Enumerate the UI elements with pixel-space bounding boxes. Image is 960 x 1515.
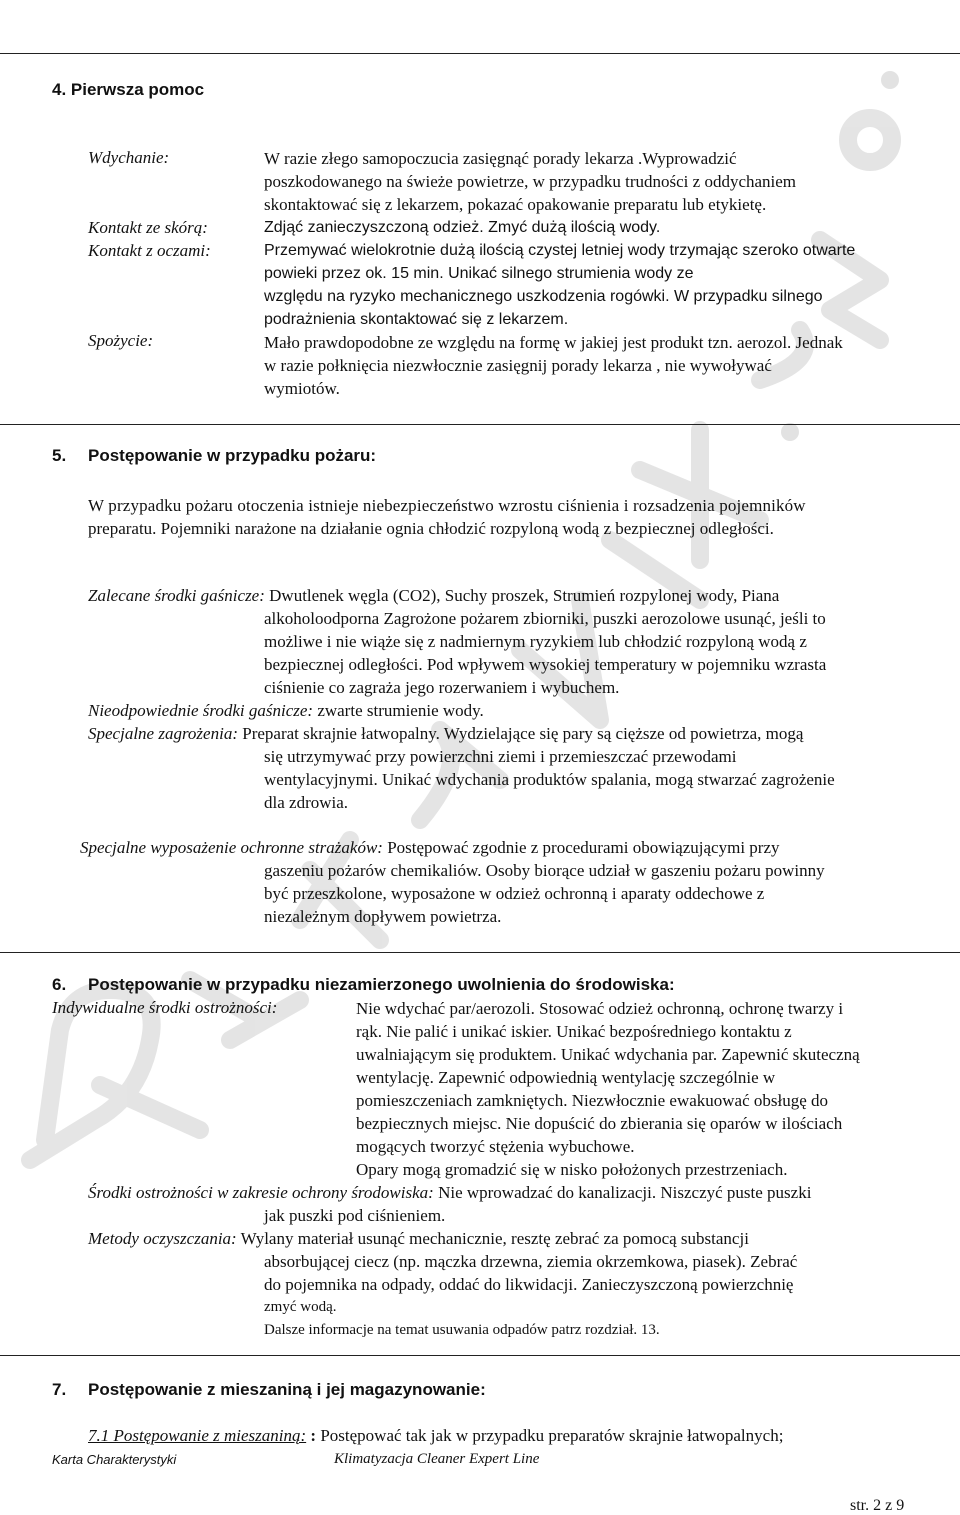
section-6-title: Postępowanie w przypadku niezamierzonego uwolnienia do środowiska:	[88, 975, 675, 994]
personal-precautions-line: pomieszczeniach zamkniętych. Niezwłocznie ewakuować obsługę do	[356, 1091, 829, 1110]
handling-subsection-colon: :	[306, 1426, 321, 1445]
cleanup-methods-label: Metody oczyszczania:	[88, 1229, 237, 1248]
cleanup-methods-line: Wylany materiał usunąć mechanicznie, resztę zebrać za pomocą substancji	[240, 1229, 749, 1248]
top-rule	[0, 53, 960, 54]
environmental-precautions-line: jak puszki pod ciśnieniem.	[264, 1206, 446, 1225]
extinguishing-agents-line: możliwe i nie wiąże się z nadmiernym ryzykiem lub chłodzić rozpyloną wodą z	[264, 632, 807, 651]
first-aid-line: wymiotów.	[264, 379, 340, 398]
extinguishing-agents-line: alkoholoodporna Zagrożone pożarem zbiorniki, puszki aerozolowe usunąć, jeśli to	[264, 609, 826, 628]
environmental-precautions-line: Nie wprowadzać do kanalizacji. Niszczyć puste puszki	[438, 1183, 812, 1202]
section-6-number: 6.	[52, 975, 67, 994]
first-aid-text	[264, 147, 855, 400]
special-hazards	[88, 722, 803, 745]
personal-precautions-line: Opary mogą gromadzić się w nisko położonych przestrzeniach.	[356, 1160, 788, 1179]
special-hazards-line: się utrzymywać przy powierzchni ziemi i przemieszczać przewodami	[264, 747, 737, 766]
first-aid-line: podrażnienia skontaktować się z lekarzem.	[264, 311, 569, 328]
handling-subsection	[88, 1424, 783, 1447]
label-inhalation: Wdychanie:	[88, 148, 170, 167]
environmental-precautions-continued	[264, 1204, 445, 1227]
firefighter-equipment-line: niezależnym dopływem powietrza.	[264, 907, 502, 926]
extinguishing-agents-line: Dwutlenek węgla (CO2), Suchy proszek, Strumień rozpylonej wody, Piana	[269, 586, 780, 605]
special-hazards-label: Specjalne zagrożenia:	[88, 724, 238, 743]
firefighter-equipment	[80, 836, 780, 859]
extinguishing-agents-continued	[264, 607, 826, 699]
fire-intro-line: preparatu. Pojemniki narażone na działanie ognia chłodzić rozpyloną wodą z bezpiecznej odległości.	[88, 519, 774, 538]
cleanup-methods	[88, 1227, 749, 1250]
cleanup-methods-line: absorbującej ciecz (np. mączka drzewna, ziemia okrzemkowa, piasek). Zebrać	[264, 1252, 798, 1271]
personal-precautions-line: uwalniającym się produktem. Unikać wdychania par. Zapewnić skuteczną	[356, 1045, 860, 1064]
fire-intro-line: W przypadku pożaru otoczenia istnieje niebezpieczeństwo wzrostu ciśnienia i rozsadzenia pojemników	[88, 496, 806, 515]
first-aid-line: Mało prawdopodobne ze względu na formę w jakiej jest produkt tzn. aerozol. Jednak	[264, 333, 843, 352]
section-5-heading	[52, 446, 376, 466]
cleanup-methods-line: do pojemnika na odpady, oddać do likwidacji. Zanieczyszczoną powierzchnię	[264, 1275, 794, 1294]
page-number: str. 2 z 9	[850, 1497, 905, 1514]
personal-precautions-line: mogących tworzyć stężenia wybuchowe.	[356, 1137, 635, 1156]
first-aid-line: względu na ryzyko mechanicznego uszkodzenia rogówki. W przypadku silnego	[264, 288, 823, 305]
firefighter-equipment-line: Postępować zgodnie z procedurami obowiązującymi przy	[387, 838, 780, 857]
handling-subsection-label: 7.1 Postępowanie z mieszaniną:	[88, 1426, 307, 1445]
firefighter-equipment-continued	[264, 859, 825, 928]
footer-product-name: Klimatyzacja Cleaner Expert Line	[334, 1451, 540, 1467]
special-hazards-line: Preparat skrajnie łatwopalny. Wydzielające się pary są cięższe od powietrza, mogą	[242, 724, 804, 743]
unsuitable-agents-text: zwarte strumienie wody.	[317, 701, 484, 720]
extinguishing-agents-line: ciśnienie co zagraża jego rozerwaniem i wybuchem.	[264, 678, 620, 697]
section-6-heading	[52, 975, 675, 995]
personal-precautions-line: Nie wdychać par/aerozoli. Stosować odzież ochronną, ochronę twarzy i	[356, 999, 844, 1018]
label-eyes: Kontakt z oczami:	[88, 241, 211, 260]
unsuitable-agents	[88, 699, 484, 722]
unsuitable-agents-label: Nieodpowiednie środki gaśnicze:	[88, 701, 314, 720]
extinguishing-agents	[88, 584, 779, 607]
first-aid-line: Przemywać wielokrotnie dużą ilością czystej letniej wody trzymając szeroko otwarte	[264, 242, 856, 259]
special-hazards-line: wentylacyjnymi. Unikać wdychania produktów spalania, mogą stwarzać zagrożenie	[264, 770, 835, 789]
cleanup-methods-continued	[264, 1250, 797, 1342]
handling-subsection-text: Postępować tak jak w przypadku preparatów skrajnie łatwopalnych;	[320, 1426, 784, 1445]
first-aid-line: poszkodowanego na świeże powietrze, w przypadku trudności z oddychaniem	[264, 172, 797, 191]
section-7-title: Postępowanie z mieszaniną i jej magazynowanie:	[88, 1380, 486, 1399]
label-ingestion: Spożycie:	[88, 331, 154, 350]
personal-precautions	[356, 997, 860, 1181]
fire-intro	[88, 494, 806, 540]
firefighter-equipment-label: Specjalne wyposażenie ochronne strażaków:	[80, 838, 383, 857]
first-aid-line: W razie złego samopoczucia zasięgnąć porady lekarza .Wyprowadzić	[264, 149, 737, 168]
firefighter-equipment-line: być przeszkolone, wyposażone w odzież ochronną i aparaty oddechowe z	[264, 884, 765, 903]
environmental-precautions-label: Środki ostrożności w zakresie ochrony środowiska:	[88, 1183, 434, 1202]
divider	[0, 952, 960, 953]
personal-precautions-line: bezpiecznych miejsc. Nie dopuścić do zbierania się oparów w ilościach	[356, 1114, 843, 1133]
first-aid-line: skontaktować się z lekarzem, pokazać opakowanie preparatu lub etykietę.	[264, 195, 767, 214]
divider	[0, 1355, 960, 1356]
personal-precautions-line: wentylację. Zapewnić odpowiednią wentylację szczególnie w	[356, 1068, 776, 1087]
label-skin: Kontakt ze skórą:	[88, 218, 208, 237]
first-aid-line: w razie połknięcia niezwłocznie zasięgnij porady lekarza , nie wywoływać	[264, 356, 772, 375]
section-7-number: 7.	[52, 1380, 67, 1399]
extinguishing-agents-label: Zalecane środki gaśnicze:	[88, 586, 265, 605]
first-aid-line: powieki przez ok. 15 min. Unikać silnego strumienia wody ze	[264, 265, 694, 282]
section-4-heading	[52, 80, 204, 100]
environmental-precautions	[88, 1181, 811, 1204]
special-hazards-line: dla zdrowia.	[264, 793, 349, 812]
personal-precautions-line: rąk. Nie palić i unikać iskier. Unikać bezpośredniego kontaktu z	[356, 1022, 792, 1041]
footer-document-type: Karta Charakterystyki	[52, 1452, 177, 1467]
special-hazards-continued	[264, 745, 835, 814]
firefighter-equipment-line: gaszeniu pożarów chemikaliów. Osoby biorące udział w gaszeniu pożaru powinny	[264, 861, 825, 880]
section-4-title: 4. Pierwsza pomoc	[52, 80, 205, 99]
first-aid-line: Zdjąć zanieczyszczoną odzież. Zmyć dużą ilością wody.	[264, 219, 661, 236]
section-5-number: 5.	[52, 446, 67, 465]
more-info-note: Dalsze informacje na temat usuwania odpadów patrz rozdział. 13.	[264, 1322, 660, 1338]
section-7-heading	[52, 1380, 486, 1400]
section-5-title: Postępowanie w przypadku pożaru:	[88, 446, 377, 465]
personal-precautions-label: Indywidualne środki ostrożności:	[52, 998, 278, 1017]
extinguishing-agents-line: bezpiecznej odległości. Pod wpływem wysokiej temperatury w pojemniku wzrasta	[264, 655, 827, 674]
divider	[0, 424, 960, 425]
cleanup-methods-line: zmyć wodą.	[264, 1299, 337, 1315]
